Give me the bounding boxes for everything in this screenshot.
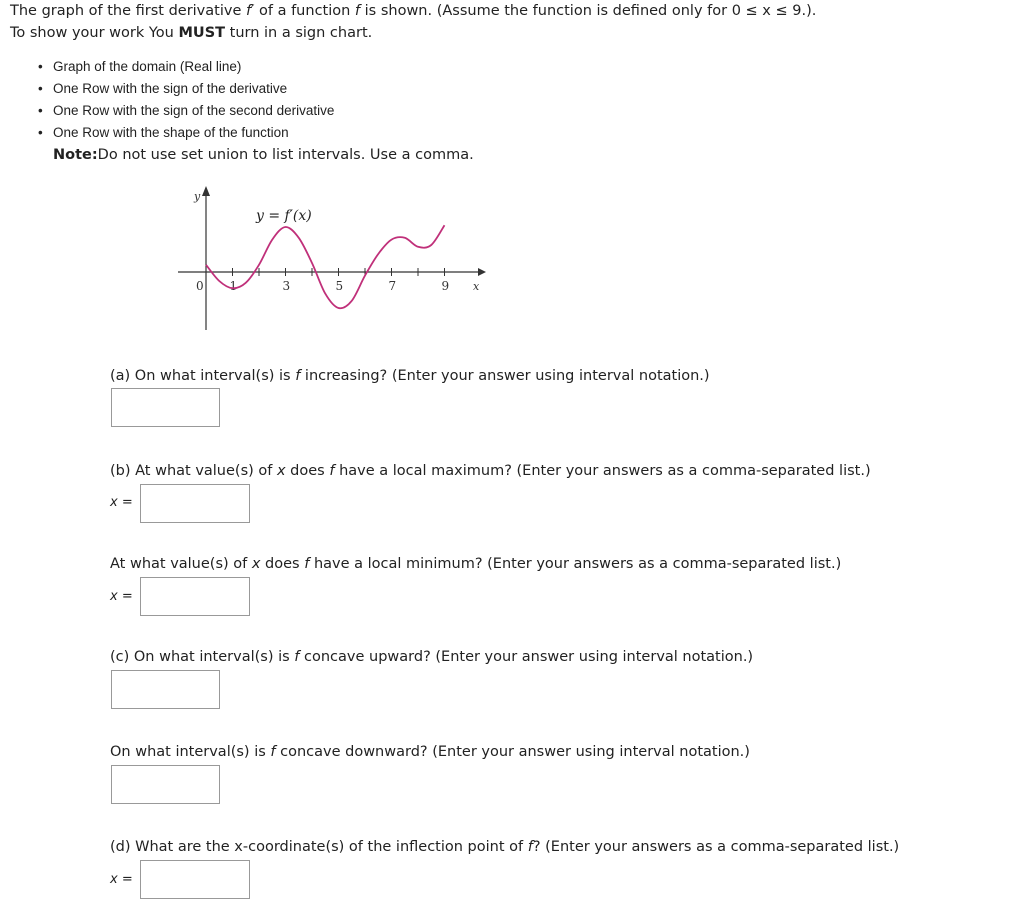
answer-a-input[interactable] [111,388,220,427]
answer-c-down-input[interactable] [111,765,220,804]
y-axis-label: y [194,190,201,203]
answer-d-input[interactable] [140,860,250,899]
question-d: (d) What are the x-coordinate(s) of the inflection point of f? (Enter your answers as a comma-separated list.) [110,839,900,855]
answer-c-up-input[interactable] [111,670,220,709]
note: Note:Do not use set union to list intervals. Use a comma. [53,147,474,163]
answer-b-max-input[interactable] [140,484,250,523]
derivative-curve [206,225,445,308]
x-equals-label: x = [110,495,133,510]
derivative-graph [170,180,490,340]
list-item: • One Row with the shape of the function [38,125,289,140]
intro-line-1: The graph of the first derivative f′ of a function f is shown. (Assume the function is defined only for 0 ≤ x ≤ 9.). [10,3,817,19]
answer-b-min-input[interactable] [140,577,250,616]
x-tick-label: 1 [229,279,238,293]
intro-line-2: To show your work You MUST turn in a sign chart. [10,25,373,41]
x-tick-label: 5 [335,279,344,293]
list-item: • One Row with the sign of the derivative [38,81,288,96]
y-axis-arrow-icon [202,186,210,196]
chart-title: y = f′(x) [256,208,312,224]
x-tick-label: 7 [388,279,397,293]
x-tick-label: 9 [441,279,450,293]
question-b-max: (b) At what value(s) of x does f have a local maximum? (Enter your answers as a comma-separated list.) [110,463,871,479]
problem-intro [10,0,816,44]
x-axis-arrow-icon [478,268,486,276]
x-equals-label: x = [110,872,133,887]
list-item: • Graph of the domain (Real line) [38,59,242,74]
question-b-min: At what value(s) of x does f have a local minimum? (Enter your answers as a comma-separated list.) [110,556,842,572]
list-item: • One Row with the sign of the second derivative [38,103,335,118]
origin-label: 0 [196,279,204,293]
question-c-down: On what interval(s) is f concave downward? (Enter your answer using interval notation.) [110,744,750,760]
x-equals-label: x = [110,589,133,604]
question-a: (a) On what interval(s) is f increasing? (Enter your answer using interval notation.) [110,368,710,384]
question-c-up: (c) On what interval(s) is f concave upward? (Enter your answer using interval notation.) [110,649,754,665]
x-tick-label: 3 [282,279,291,293]
x-axis-label: x [473,280,480,293]
requirements-list [38,56,334,144]
